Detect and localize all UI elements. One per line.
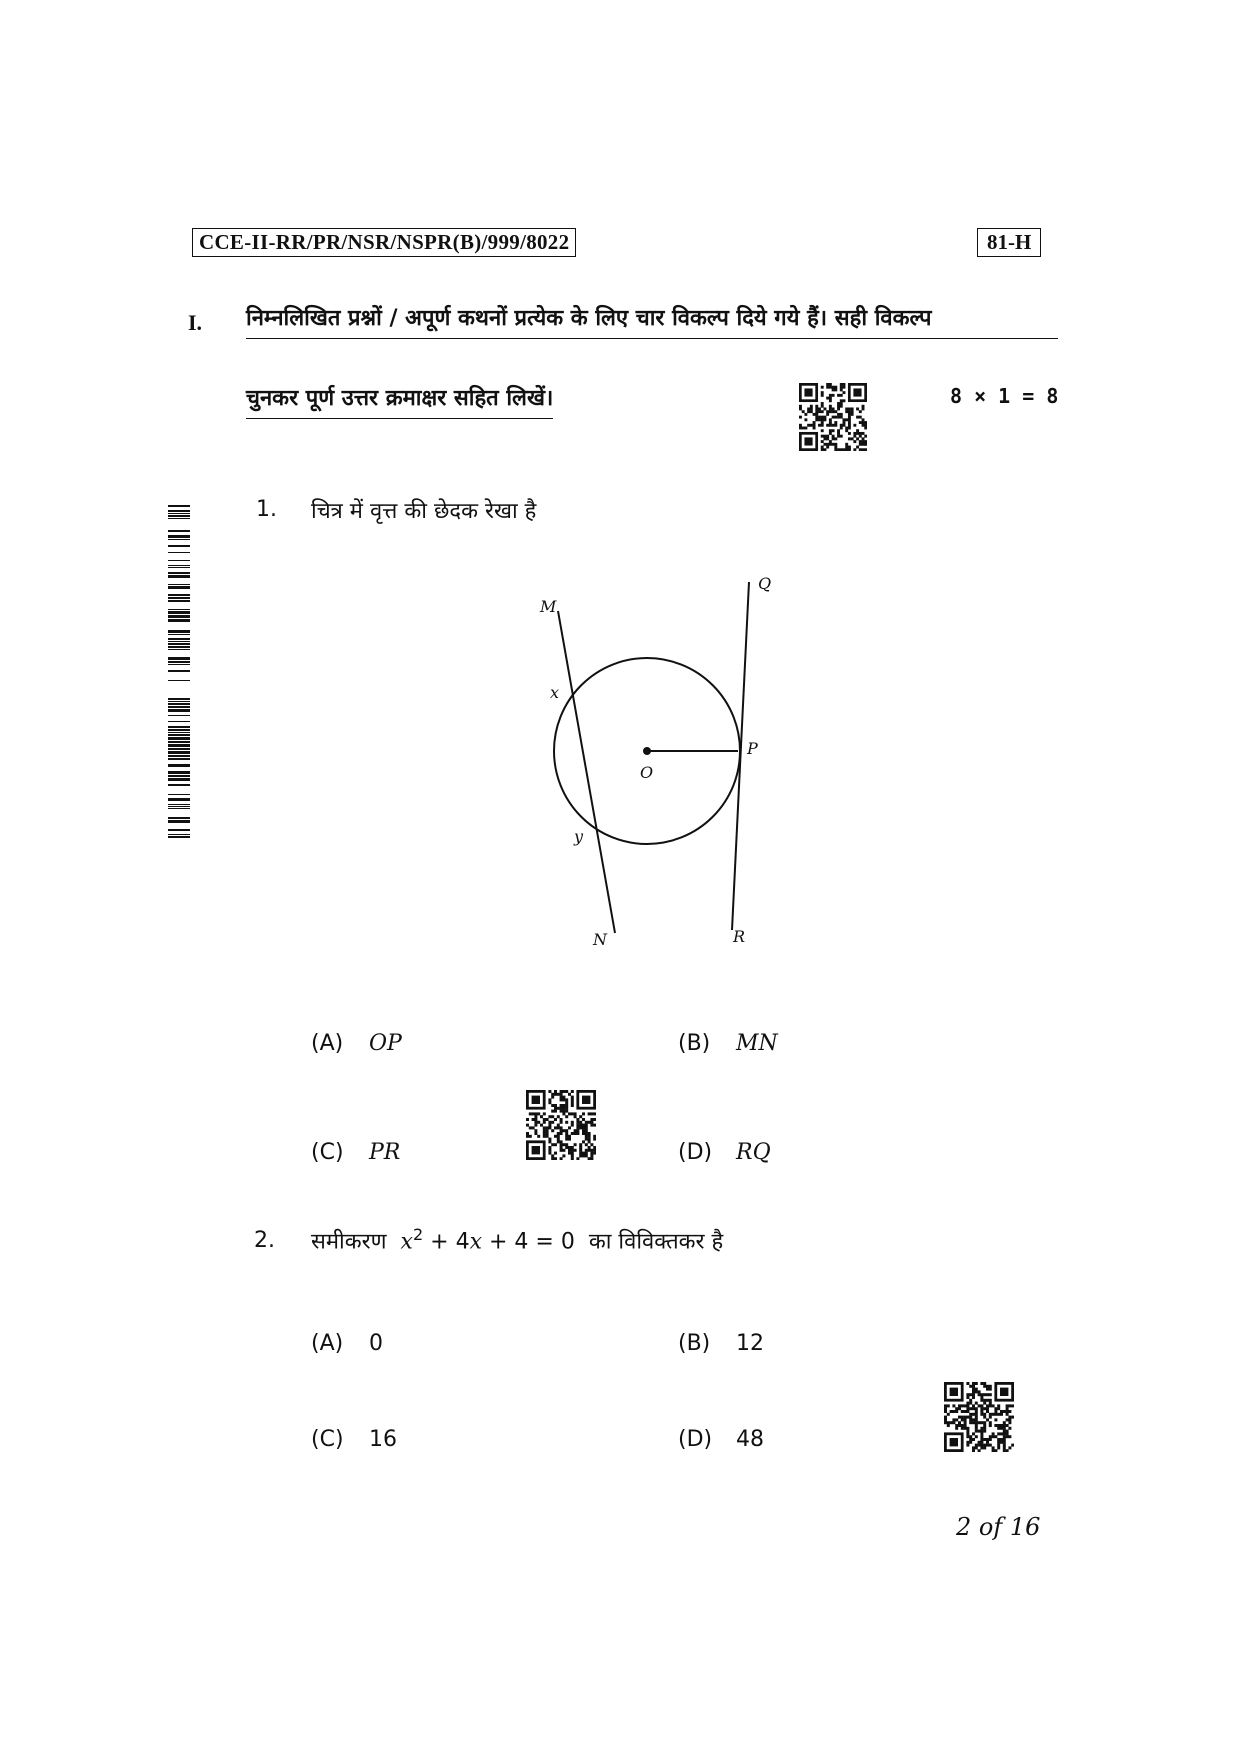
option-c (311, 1427, 397, 1452)
equation-term: + 4 (430, 1229, 470, 1255)
option-d (678, 1427, 764, 1452)
equation-rest: + 4 = 0 (489, 1229, 575, 1255)
option-b (678, 1031, 778, 1056)
option-label: (A) (311, 1031, 344, 1056)
option-label: (C) (311, 1427, 344, 1452)
option-value: RQ (736, 1140, 771, 1165)
option-value: 12 (736, 1331, 764, 1356)
qr-code (799, 383, 867, 451)
option-label: (B) (678, 1331, 711, 1356)
page-number: 2 of 16 (956, 1513, 1041, 1541)
question-number: 2. (254, 1228, 275, 1253)
label-p: P (747, 739, 758, 758)
section-instruction-line2: चुनकर पूर्ण उत्तर क्रमाक्षर सहित लिखें। (246, 382, 553, 419)
secant-line-mn (558, 611, 615, 933)
barcode (168, 505, 190, 843)
option-c (311, 1140, 400, 1165)
question-text-suffix: का विविक्तकर है (588, 1229, 724, 1255)
equation-exponent: 2 (412, 1225, 424, 1244)
option-label: (D) (678, 1140, 713, 1165)
question-text (311, 1225, 723, 1255)
question-paper-code: CCE-II-RR/PR/NSR/NSPR(B)/999/8022 (192, 228, 576, 257)
label-q: Q (758, 574, 772, 593)
equation-variable: x (469, 1229, 482, 1255)
option-label: (C) (311, 1140, 344, 1165)
qr-code (526, 1090, 596, 1160)
option-value: OP (369, 1031, 402, 1056)
label-r: R (733, 927, 746, 946)
equation-variable: x (400, 1229, 413, 1255)
option-a (311, 1331, 383, 1356)
subject-code: 81-H (977, 228, 1041, 257)
qr-code (944, 1382, 1014, 1452)
label-o: O (640, 763, 654, 782)
label-n: N (593, 930, 607, 949)
label-y: y (574, 827, 584, 846)
option-value: 0 (369, 1331, 383, 1356)
label-x: x (550, 683, 560, 702)
circle-secant-tangent-figure (520, 565, 800, 965)
option-label: (D) (678, 1427, 713, 1452)
question-number: 1. (256, 497, 277, 522)
option-b (678, 1331, 764, 1356)
question-text: चित्र में वृत्त की छेदक रेखा है (311, 499, 537, 524)
option-label: (A) (311, 1331, 344, 1356)
option-value: 16 (369, 1427, 397, 1452)
option-d (678, 1140, 771, 1165)
label-m: M (540, 597, 557, 616)
option-value: PR (369, 1140, 401, 1165)
option-value: MN (736, 1031, 778, 1056)
section-instruction-line1: निम्नलिखित प्रश्नों / अपूर्ण कथनों प्रत्येक के लिए चार विकल्प दिये गये हैं। सही विकल्प (246, 302, 1058, 339)
option-label: (B) (678, 1031, 711, 1056)
option-a (311, 1031, 402, 1056)
center-point (643, 747, 651, 755)
section-number: I. (188, 310, 203, 335)
question-text-prefix: समीकरण (311, 1229, 387, 1255)
option-value: 48 (736, 1427, 764, 1452)
section-marks: 8 × 1 = 8 (950, 384, 1059, 408)
